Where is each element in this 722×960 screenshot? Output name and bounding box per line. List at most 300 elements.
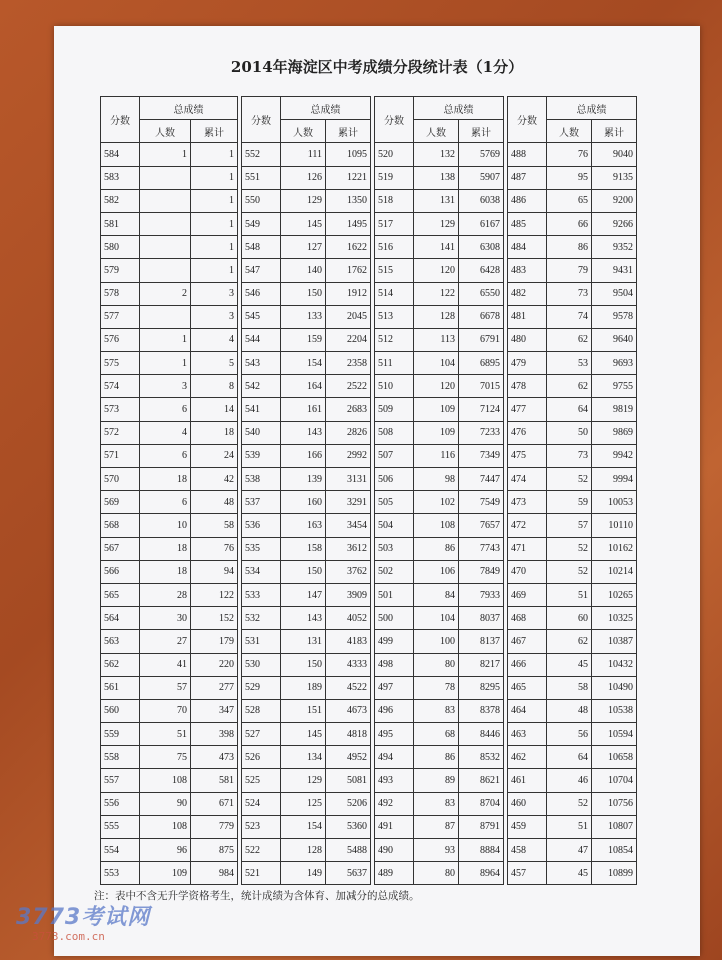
score-cell: 509 xyxy=(375,398,414,421)
score-cell: 489 xyxy=(375,862,414,885)
cumulative-cell: 10325 xyxy=(592,607,637,630)
score-cell: 541 xyxy=(242,398,281,421)
table-row xyxy=(508,236,637,259)
count-cell: 120 xyxy=(414,375,459,398)
cumulative-cell: 8532 xyxy=(459,746,504,769)
table-row xyxy=(101,839,238,862)
count-cell: 95 xyxy=(547,166,592,189)
table-row xyxy=(375,839,504,862)
table-row xyxy=(242,723,371,746)
score-cell: 487 xyxy=(508,166,547,189)
cumulative-cell: 10704 xyxy=(592,769,637,792)
score-cell: 467 xyxy=(508,630,547,653)
table-row xyxy=(242,282,371,305)
cumulative-cell: 8704 xyxy=(459,792,504,815)
cumulative-cell: 10214 xyxy=(592,560,637,583)
table-row xyxy=(242,514,371,537)
count-cell: 109 xyxy=(414,421,459,444)
count-cell: 83 xyxy=(414,792,459,815)
score-cell: 457 xyxy=(508,862,547,885)
score-cell: 471 xyxy=(508,537,547,560)
score-cell: 575 xyxy=(101,352,140,375)
cumulative-cell: 10053 xyxy=(592,491,637,514)
cumulative-cell: 4952 xyxy=(326,746,371,769)
score-cell: 571 xyxy=(101,444,140,467)
table-row xyxy=(508,607,637,630)
table-row xyxy=(101,444,238,467)
table-row xyxy=(101,769,238,792)
count-cell: 46 xyxy=(547,769,592,792)
cumulative-cell: 6308 xyxy=(459,236,504,259)
cumulative-cell: 5360 xyxy=(326,815,371,838)
table-row xyxy=(508,421,637,444)
count-cell: 89 xyxy=(414,769,459,792)
table-row xyxy=(375,815,504,838)
table-row xyxy=(375,236,504,259)
cumulative-cell: 2358 xyxy=(326,352,371,375)
cumulative-cell: 9578 xyxy=(592,305,637,328)
count-cell: 6 xyxy=(140,444,191,467)
header-score: 分数 xyxy=(375,97,414,143)
score-cell: 490 xyxy=(375,839,414,862)
table-row xyxy=(242,143,371,166)
cumulative-cell: 18 xyxy=(191,421,238,444)
table-row xyxy=(508,189,637,212)
count-cell: 51 xyxy=(140,723,191,746)
cumulative-cell: 8791 xyxy=(459,815,504,838)
cumulative-cell: 1221 xyxy=(326,166,371,189)
count-cell: 189 xyxy=(281,676,326,699)
count-cell: 6 xyxy=(140,398,191,421)
score-cell: 553 xyxy=(101,862,140,885)
table-row xyxy=(375,352,504,375)
score-table-2 xyxy=(241,96,371,885)
score-cell: 536 xyxy=(242,514,281,537)
table-row xyxy=(101,862,238,885)
score-cell: 468 xyxy=(508,607,547,630)
cumulative-cell: 5488 xyxy=(326,839,371,862)
score-cell: 517 xyxy=(375,212,414,235)
count-cell: 62 xyxy=(547,375,592,398)
cumulative-cell: 9352 xyxy=(592,236,637,259)
table-row xyxy=(242,815,371,838)
count-cell: 106 xyxy=(414,560,459,583)
count-cell: 132 xyxy=(414,143,459,166)
score-cell: 527 xyxy=(242,723,281,746)
count-cell: 131 xyxy=(414,189,459,212)
table-row xyxy=(375,491,504,514)
cumulative-cell: 7933 xyxy=(459,583,504,606)
table-row xyxy=(101,375,238,398)
count-cell: 126 xyxy=(281,166,326,189)
count-cell: 108 xyxy=(414,514,459,537)
count-cell: 51 xyxy=(547,583,592,606)
count-cell: 47 xyxy=(547,839,592,862)
score-cell: 479 xyxy=(508,352,547,375)
score-cell: 481 xyxy=(508,305,547,328)
score-cell: 550 xyxy=(242,189,281,212)
page-title: 2014年海淀区中考成绩分段统计表（1分） xyxy=(230,58,524,76)
count-cell: 52 xyxy=(547,792,592,815)
table-row xyxy=(101,282,238,305)
cumulative-cell: 4052 xyxy=(326,607,371,630)
count-cell: 28 xyxy=(140,583,191,606)
score-table-4 xyxy=(507,96,637,885)
cumulative-cell: 152 xyxy=(191,607,238,630)
cumulative-cell: 6895 xyxy=(459,352,504,375)
score-cell: 549 xyxy=(242,212,281,235)
cumulative-cell: 1 xyxy=(191,212,238,235)
count-cell: 4 xyxy=(140,421,191,444)
count-cell xyxy=(140,189,191,212)
score-cell: 544 xyxy=(242,328,281,351)
table-row xyxy=(242,769,371,792)
table-row xyxy=(101,259,238,282)
score-cell: 548 xyxy=(242,236,281,259)
score-cell: 522 xyxy=(242,839,281,862)
score-cell: 554 xyxy=(101,839,140,862)
score-cell: 506 xyxy=(375,468,414,491)
cumulative-cell: 6428 xyxy=(459,259,504,282)
score-cell: 484 xyxy=(508,236,547,259)
table-row xyxy=(242,746,371,769)
count-cell xyxy=(140,305,191,328)
score-cell: 562 xyxy=(101,653,140,676)
score-cell: 458 xyxy=(508,839,547,862)
count-cell: 73 xyxy=(547,282,592,305)
cumulative-cell: 1622 xyxy=(326,236,371,259)
cumulative-cell: 4 xyxy=(191,328,238,351)
table-row xyxy=(508,839,637,862)
header-cumulative: 累计 xyxy=(592,120,637,143)
count-cell: 109 xyxy=(414,398,459,421)
count-cell: 134 xyxy=(281,746,326,769)
header-total: 总成绩 xyxy=(547,97,637,120)
table-row xyxy=(375,189,504,212)
watermark-url: 3773.com.cn xyxy=(32,930,105,943)
cumulative-cell: 7549 xyxy=(459,491,504,514)
table-row xyxy=(375,769,504,792)
table-row xyxy=(101,143,238,166)
count-cell: 128 xyxy=(414,305,459,328)
cumulative-cell: 94 xyxy=(191,560,238,583)
count-cell: 143 xyxy=(281,421,326,444)
score-cell: 582 xyxy=(101,189,140,212)
cumulative-cell: 48 xyxy=(191,491,238,514)
count-cell: 10 xyxy=(140,514,191,537)
cumulative-cell: 875 xyxy=(191,839,238,862)
cumulative-cell: 2522 xyxy=(326,375,371,398)
cumulative-cell: 8621 xyxy=(459,769,504,792)
score-cell: 478 xyxy=(508,375,547,398)
cumulative-cell: 8964 xyxy=(459,862,504,885)
count-cell: 140 xyxy=(281,259,326,282)
table-row xyxy=(375,560,504,583)
table-row xyxy=(508,769,637,792)
cumulative-cell: 5769 xyxy=(459,143,504,166)
count-cell xyxy=(140,236,191,259)
count-cell xyxy=(140,166,191,189)
score-cell: 558 xyxy=(101,746,140,769)
count-cell: 18 xyxy=(140,468,191,491)
cumulative-cell: 58 xyxy=(191,514,238,537)
score-cell: 463 xyxy=(508,723,547,746)
cumulative-cell: 3612 xyxy=(326,537,371,560)
count-cell: 141 xyxy=(414,236,459,259)
score-cell: 570 xyxy=(101,468,140,491)
table-row xyxy=(375,259,504,282)
score-cell: 546 xyxy=(242,282,281,305)
table-row xyxy=(242,699,371,722)
cumulative-cell: 9200 xyxy=(592,189,637,212)
table-row xyxy=(508,676,637,699)
table-row xyxy=(508,723,637,746)
count-cell: 160 xyxy=(281,491,326,514)
cumulative-cell: 10538 xyxy=(592,699,637,722)
count-cell: 150 xyxy=(281,560,326,583)
score-cell: 512 xyxy=(375,328,414,351)
table-row xyxy=(242,653,371,676)
table-row xyxy=(508,630,637,653)
score-cell: 574 xyxy=(101,375,140,398)
cumulative-cell: 9640 xyxy=(592,328,637,351)
score-cell: 502 xyxy=(375,560,414,583)
table-row xyxy=(375,514,504,537)
score-cell: 532 xyxy=(242,607,281,630)
cumulative-cell: 9942 xyxy=(592,444,637,467)
count-cell: 45 xyxy=(547,653,592,676)
count-cell: 98 xyxy=(414,468,459,491)
score-cell: 551 xyxy=(242,166,281,189)
cumulative-cell: 76 xyxy=(191,537,238,560)
score-cell: 494 xyxy=(375,746,414,769)
cumulative-cell: 6550 xyxy=(459,282,504,305)
score-tables xyxy=(100,96,642,881)
count-cell: 104 xyxy=(414,607,459,630)
cumulative-cell: 14 xyxy=(191,398,238,421)
score-cell: 569 xyxy=(101,491,140,514)
score-cell: 513 xyxy=(375,305,414,328)
score-cell: 530 xyxy=(242,653,281,676)
score-cell: 461 xyxy=(508,769,547,792)
cumulative-cell: 277 xyxy=(191,676,238,699)
score-cell: 492 xyxy=(375,792,414,815)
count-cell: 116 xyxy=(414,444,459,467)
count-cell: 159 xyxy=(281,328,326,351)
table-row xyxy=(101,746,238,769)
score-cell: 543 xyxy=(242,352,281,375)
count-cell: 145 xyxy=(281,723,326,746)
count-cell: 96 xyxy=(140,839,191,862)
count-cell: 18 xyxy=(140,537,191,560)
table-row xyxy=(508,653,637,676)
cumulative-cell: 8217 xyxy=(459,653,504,676)
table-row xyxy=(375,607,504,630)
cumulative-cell: 7447 xyxy=(459,468,504,491)
table-row xyxy=(101,189,238,212)
cumulative-cell: 9266 xyxy=(592,212,637,235)
table-row xyxy=(508,375,637,398)
count-cell: 84 xyxy=(414,583,459,606)
score-cell: 466 xyxy=(508,653,547,676)
table-row xyxy=(375,537,504,560)
table-row xyxy=(242,259,371,282)
score-cell: 510 xyxy=(375,375,414,398)
cumulative-cell: 9994 xyxy=(592,468,637,491)
cumulative-cell: 4522 xyxy=(326,676,371,699)
count-cell: 1 xyxy=(140,143,191,166)
count-cell: 57 xyxy=(547,514,592,537)
count-cell: 65 xyxy=(547,189,592,212)
score-cell: 504 xyxy=(375,514,414,537)
count-cell: 64 xyxy=(547,746,592,769)
score-cell: 542 xyxy=(242,375,281,398)
header-count: 人数 xyxy=(140,120,191,143)
table-row xyxy=(375,468,504,491)
count-cell: 163 xyxy=(281,514,326,537)
table-row xyxy=(101,537,238,560)
cumulative-cell: 10387 xyxy=(592,630,637,653)
score-cell: 560 xyxy=(101,699,140,722)
table-row xyxy=(101,352,238,375)
cumulative-cell: 42 xyxy=(191,468,238,491)
header-count: 人数 xyxy=(281,120,326,143)
count-cell: 145 xyxy=(281,212,326,235)
score-cell: 459 xyxy=(508,815,547,838)
table-row xyxy=(101,421,238,444)
cumulative-cell: 8295 xyxy=(459,676,504,699)
count-cell: 66 xyxy=(547,212,592,235)
table-row xyxy=(508,259,637,282)
cumulative-cell: 10490 xyxy=(592,676,637,699)
count-cell: 158 xyxy=(281,537,326,560)
cumulative-cell: 5907 xyxy=(459,166,504,189)
count-cell: 161 xyxy=(281,398,326,421)
table-row xyxy=(508,746,637,769)
count-cell: 53 xyxy=(547,352,592,375)
score-cell: 573 xyxy=(101,398,140,421)
count-cell: 50 xyxy=(547,421,592,444)
score-cell: 477 xyxy=(508,398,547,421)
cumulative-cell: 1350 xyxy=(326,189,371,212)
cumulative-cell: 3 xyxy=(191,282,238,305)
count-cell: 80 xyxy=(414,862,459,885)
score-cell: 537 xyxy=(242,491,281,514)
cumulative-cell: 8884 xyxy=(459,839,504,862)
count-cell: 64 xyxy=(547,398,592,421)
score-cell: 474 xyxy=(508,468,547,491)
cumulative-cell: 10432 xyxy=(592,653,637,676)
score-cell: 483 xyxy=(508,259,547,282)
table-row xyxy=(242,212,371,235)
watermark-logo: 3773考试网 xyxy=(16,905,151,930)
cumulative-cell: 9431 xyxy=(592,259,637,282)
table-row xyxy=(242,560,371,583)
score-cell: 480 xyxy=(508,328,547,351)
score-cell: 472 xyxy=(508,514,547,537)
cumulative-cell: 10162 xyxy=(592,537,637,560)
count-cell: 74 xyxy=(547,305,592,328)
count-cell: 166 xyxy=(281,444,326,467)
count-cell: 58 xyxy=(547,676,592,699)
count-cell: 18 xyxy=(140,560,191,583)
score-cell: 503 xyxy=(375,537,414,560)
cumulative-cell: 6167 xyxy=(459,212,504,235)
count-cell: 86 xyxy=(547,236,592,259)
table-row xyxy=(508,792,637,815)
count-cell: 30 xyxy=(140,607,191,630)
score-cell: 557 xyxy=(101,769,140,792)
cumulative-cell: 9819 xyxy=(592,398,637,421)
score-cell: 465 xyxy=(508,676,547,699)
count-cell: 147 xyxy=(281,583,326,606)
table-row xyxy=(101,212,238,235)
cumulative-cell: 4183 xyxy=(326,630,371,653)
score-cell: 514 xyxy=(375,282,414,305)
cumulative-cell: 984 xyxy=(191,862,238,885)
table-row xyxy=(101,653,238,676)
score-cell: 564 xyxy=(101,607,140,630)
count-cell: 56 xyxy=(547,723,592,746)
table-row xyxy=(101,398,238,421)
count-cell: 79 xyxy=(547,259,592,282)
count-cell: 129 xyxy=(414,212,459,235)
score-cell: 520 xyxy=(375,143,414,166)
count-cell: 93 xyxy=(414,839,459,862)
score-cell: 493 xyxy=(375,769,414,792)
score-cell: 535 xyxy=(242,537,281,560)
score-cell: 470 xyxy=(508,560,547,583)
count-cell: 154 xyxy=(281,815,326,838)
score-cell: 505 xyxy=(375,491,414,514)
table-row xyxy=(508,282,637,305)
cumulative-cell: 779 xyxy=(191,815,238,838)
cumulative-cell: 8378 xyxy=(459,699,504,722)
count-cell: 60 xyxy=(547,607,592,630)
count-cell: 1 xyxy=(140,328,191,351)
cumulative-cell: 1762 xyxy=(326,259,371,282)
count-cell: 127 xyxy=(281,236,326,259)
cumulative-cell: 3454 xyxy=(326,514,371,537)
table-row xyxy=(242,444,371,467)
score-cell: 555 xyxy=(101,815,140,838)
cumulative-cell: 473 xyxy=(191,746,238,769)
table-row xyxy=(101,491,238,514)
score-cell: 547 xyxy=(242,259,281,282)
table-row xyxy=(242,421,371,444)
score-cell: 460 xyxy=(508,792,547,815)
table-row xyxy=(101,236,238,259)
score-cell: 507 xyxy=(375,444,414,467)
count-cell: 90 xyxy=(140,792,191,815)
score-table-3 xyxy=(374,96,504,885)
count-cell: 113 xyxy=(414,328,459,351)
score-cell: 583 xyxy=(101,166,140,189)
table-row xyxy=(242,583,371,606)
score-cell: 524 xyxy=(242,792,281,815)
score-cell: 552 xyxy=(242,143,281,166)
score-table-1 xyxy=(100,96,238,885)
table-row xyxy=(101,560,238,583)
table-row xyxy=(375,305,504,328)
table-row xyxy=(375,143,504,166)
table-row xyxy=(242,862,371,885)
cumulative-cell: 7015 xyxy=(459,375,504,398)
score-cell: 499 xyxy=(375,630,414,653)
count-cell: 6 xyxy=(140,491,191,514)
count-cell: 104 xyxy=(414,352,459,375)
table-row xyxy=(242,352,371,375)
